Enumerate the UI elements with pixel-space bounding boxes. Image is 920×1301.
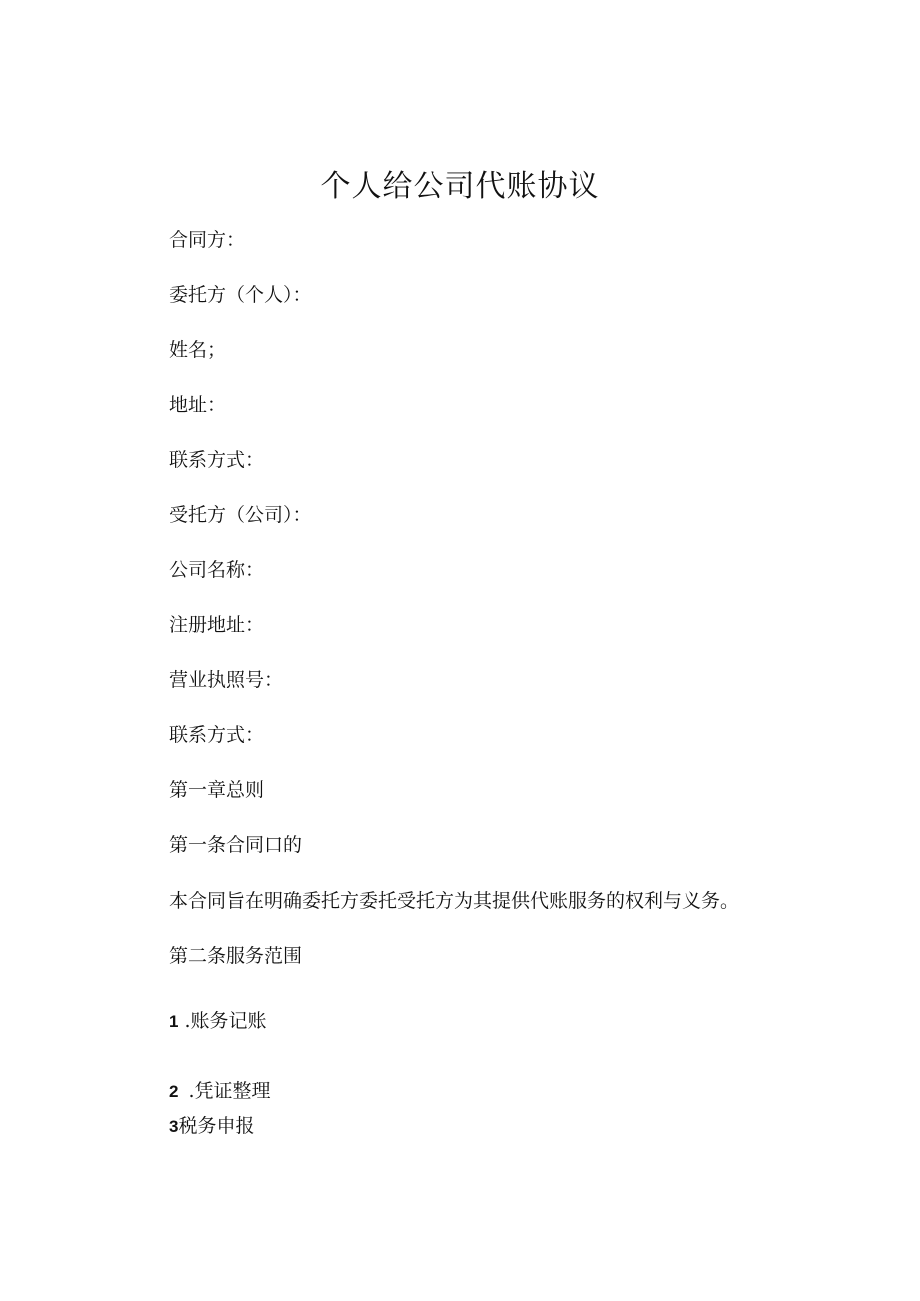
agent-company-label: 受托方（公司）： [169, 504, 312, 526]
service-item-number: 1 [169, 1012, 179, 1031]
client-contact-label: 联系方式： [169, 449, 265, 471]
service-item-text: 凭证整理 [194, 1080, 271, 1102]
service-item-text: 税务申报 [178, 1115, 255, 1137]
company-contact-label: 联系方式： [169, 724, 265, 746]
client-name-label: 姓名； [169, 339, 227, 361]
company-name-label: 公司名称： [169, 559, 265, 581]
business-license-label: 营业执照号： [169, 669, 284, 691]
article-1-body: 本合同旨在明确委托方委托受托方为其提供代账服务的权利与义务。 [169, 890, 740, 912]
client-address-label: 地址： [169, 394, 227, 416]
contract-parties-label: 合同方： [169, 229, 246, 251]
service-item-text: 账务记账 [190, 1010, 267, 1032]
service-item-separator: . [184, 1010, 191, 1032]
service-item-separator: . [188, 1080, 195, 1102]
service-item-number: 3 [169, 1117, 179, 1136]
service-item-number: 2 [169, 1082, 179, 1101]
article-2-heading: 第二条服务范围 [169, 945, 303, 967]
chapter-heading: 第一章总则 [169, 779, 265, 801]
service-item [169, 1077, 271, 1106]
document-title: 个人给公司代账协议 [320, 169, 600, 204]
registered-address-label: 注册地址： [169, 614, 265, 636]
client-individual-label: 委托方（个人）： [169, 284, 312, 306]
service-item [169, 1112, 254, 1141]
service-item [169, 1007, 267, 1036]
article-1-heading: 第一条合同口的 [169, 834, 303, 856]
